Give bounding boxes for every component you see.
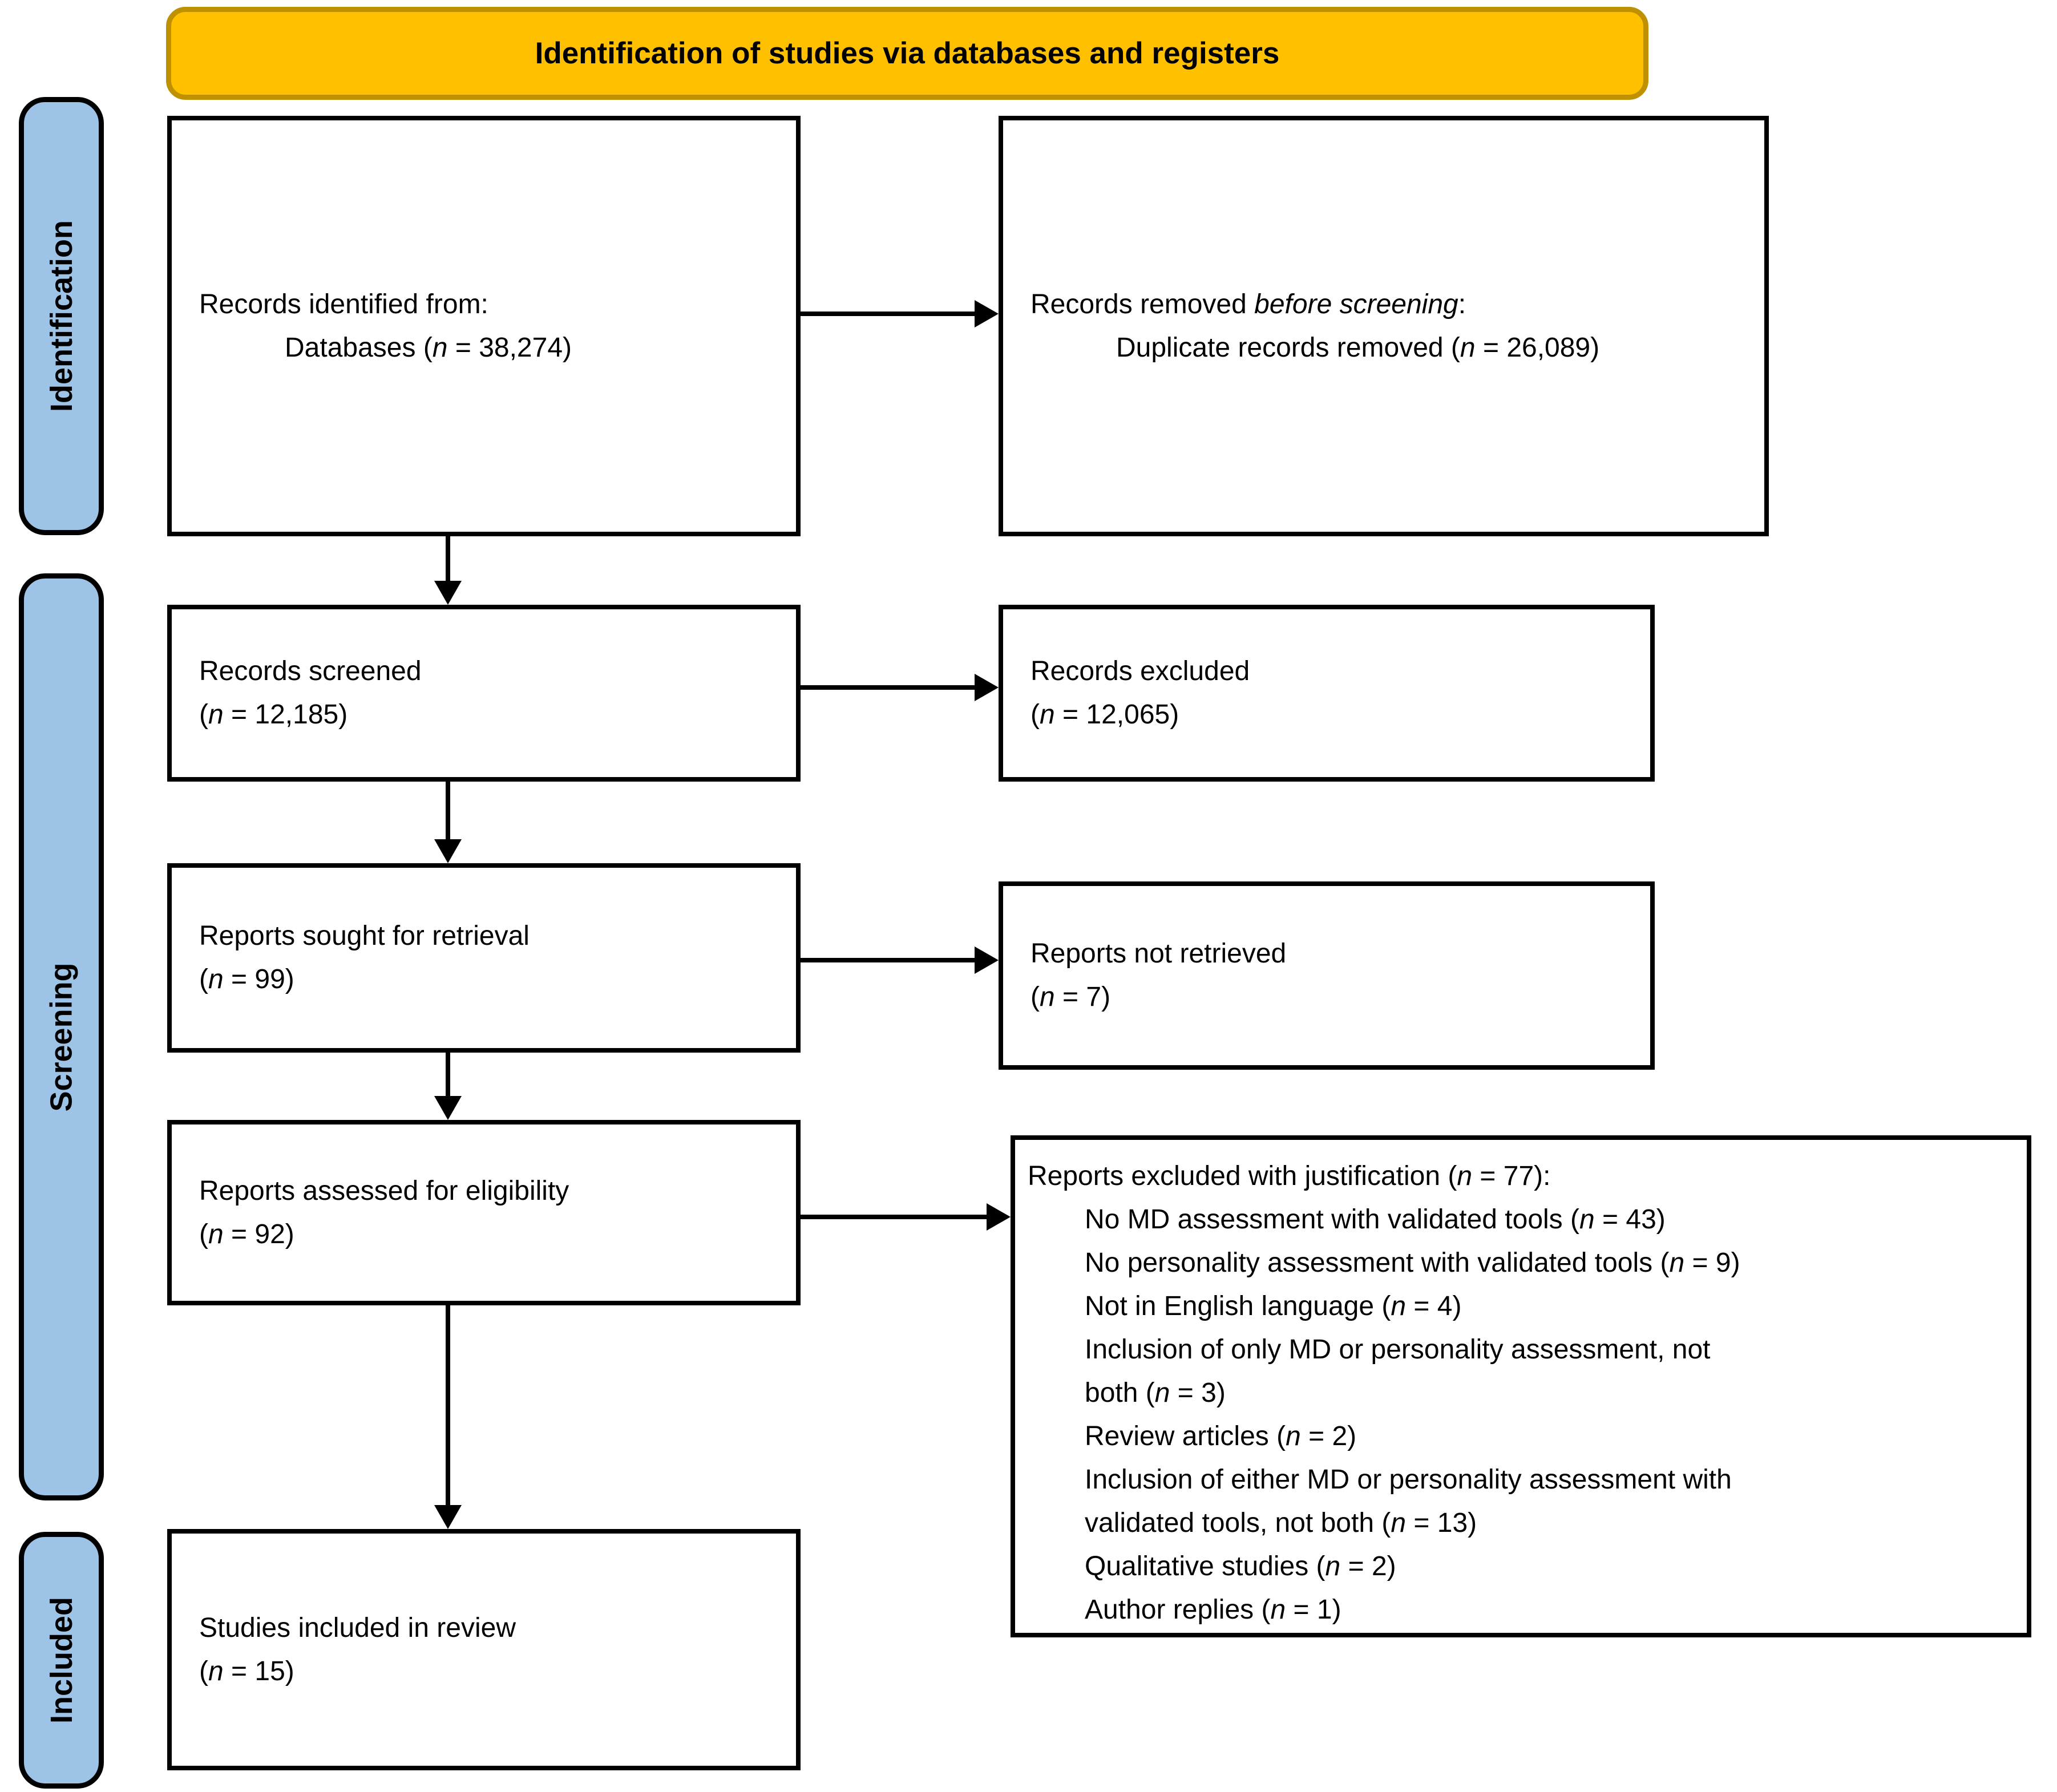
text: = 15) [223, 1656, 294, 1686]
box-records-identified [167, 116, 801, 536]
italic-text: n [208, 1656, 224, 1686]
box-records-excluded [999, 605, 1655, 782]
arrow-assessed-to-included-head [434, 1505, 462, 1529]
arrow-sought-to-notretrieved-shaft [801, 958, 976, 962]
text: = 26,089) [1475, 332, 1600, 363]
box-records-screened [167, 605, 801, 782]
text: = 43) [1594, 1204, 1666, 1235]
text: Duplicate records removed ( [1116, 332, 1460, 363]
text: : [1458, 289, 1466, 319]
phase-label-screening [19, 573, 104, 1500]
text: Inclusion of either MD or personality assessment with [1085, 1465, 1732, 1495]
phase-label-text: Screening [44, 962, 79, 1112]
text-line [1030, 976, 1639, 1019]
text: ( [1030, 982, 1040, 1012]
italic-text: n [1669, 1248, 1685, 1278]
text: = 12,185) [223, 699, 348, 730]
text: Author replies ( [1085, 1595, 1271, 1625]
text: = 77): [1472, 1161, 1551, 1191]
text: = 1) [1286, 1595, 1341, 1625]
arrow-identified-to-removed-head [975, 300, 999, 327]
text: No personality assessment with validated tools ( [1085, 1248, 1670, 1278]
italic-text: n [1460, 332, 1476, 363]
text: Records removed [1030, 289, 1255, 319]
text: = 38,274) [447, 332, 572, 363]
arrow-sought-to-notretrieved-head [975, 946, 999, 974]
box-reports-assessed [167, 1120, 801, 1305]
phase-label-text: Included [44, 1596, 79, 1724]
text-line [1028, 1415, 2015, 1458]
text: Review articles ( [1085, 1421, 1286, 1451]
text: Records identified from: [199, 289, 488, 319]
text: No MD assessment with validated tools ( [1085, 1204, 1579, 1235]
box-reports-not-retrieved [999, 881, 1655, 1070]
italic-text: n [1579, 1204, 1595, 1235]
text: Databases ( [285, 332, 433, 363]
text: Qualitative studies ( [1085, 1551, 1325, 1581]
text-line [1028, 1502, 2015, 1545]
text: = 92) [223, 1219, 294, 1249]
italic-text: n [1154, 1378, 1170, 1408]
phase-label-text: Identification [44, 220, 79, 412]
arrow-screened-to-sought-head [434, 839, 462, 863]
header-banner [166, 7, 1648, 100]
text: = 9) [1684, 1248, 1740, 1278]
text: = 4) [1406, 1291, 1462, 1321]
text-line [1028, 1241, 2015, 1285]
text-line [199, 1650, 785, 1693]
phase-label-identification [19, 97, 104, 535]
text-line [199, 915, 785, 958]
arrow-screened-to-sought-shaft [446, 782, 450, 842]
italic-text: n [1286, 1421, 1301, 1451]
italic-text: n [1391, 1508, 1407, 1538]
text-line [199, 650, 785, 693]
text-line [1030, 650, 1639, 693]
text-line [1028, 1285, 2015, 1328]
text-line [199, 1170, 785, 1213]
text: Reports not retrieved [1030, 939, 1287, 969]
text-line [199, 326, 785, 370]
italic-text: n [1039, 699, 1055, 730]
italic-text: before screening [1254, 289, 1458, 319]
text-line [1028, 1155, 2015, 1198]
text: = 12,065) [1054, 699, 1179, 730]
text: = 7) [1054, 982, 1111, 1012]
arrow-identified-to-screened-shaft [446, 536, 450, 583]
text-line [1030, 283, 1753, 326]
text: = 3) [1170, 1378, 1226, 1408]
text-line [199, 693, 785, 737]
text: ( [199, 1656, 208, 1686]
text-line [199, 1607, 785, 1650]
arrow-assessed-to-justification-head [987, 1203, 1011, 1231]
header-title: Identification of studies via databases and registers [535, 37, 1280, 70]
box-studies-included [167, 1529, 801, 1770]
text: = 2) [1300, 1421, 1357, 1451]
text: both ( [1085, 1378, 1155, 1408]
text: Inclusion of only MD or personality assessment, not [1085, 1334, 1711, 1365]
italic-text: n [208, 964, 224, 994]
arrow-assessed-to-justification-shaft [801, 1215, 988, 1219]
box-records-removed [999, 116, 1769, 536]
text-line [1028, 1458, 2015, 1502]
arrow-sought-to-assessed-head [434, 1096, 462, 1120]
text: ( [199, 699, 208, 730]
text-line [1030, 932, 1639, 976]
italic-text: n [1325, 1551, 1341, 1581]
italic-text: n [208, 699, 224, 730]
italic-text: n [1457, 1161, 1473, 1191]
text: Reports sought for retrieval [199, 921, 530, 951]
text: Not in English language ( [1085, 1291, 1391, 1321]
text: ( [1030, 699, 1040, 730]
arrow-sought-to-assessed-shaft [446, 1053, 450, 1098]
text: Reports excluded with justification ( [1028, 1161, 1457, 1191]
text-line [199, 283, 785, 326]
phase-label-included [19, 1532, 104, 1789]
box-reports-excluded-justification [1011, 1135, 2031, 1637]
text: validated tools, not both ( [1085, 1508, 1391, 1538]
text-line [1028, 1328, 2015, 1372]
text-line [199, 958, 785, 1001]
italic-text: n [1270, 1595, 1286, 1625]
text: Records excluded [1030, 656, 1250, 686]
text: Records screened [199, 656, 422, 686]
arrow-identified-to-screened-head [434, 581, 462, 605]
arrow-screened-to-excluded-shaft [801, 685, 976, 690]
arrow-screened-to-excluded-head [975, 674, 999, 701]
arrow-assessed-to-included-shaft [446, 1305, 450, 1507]
italic-text: n [1391, 1291, 1407, 1321]
text: = 2) [1340, 1551, 1396, 1581]
text: = 99) [223, 964, 294, 994]
text: = 13) [1406, 1508, 1477, 1538]
box-reports-sought [167, 863, 801, 1053]
text-line [1028, 1198, 2015, 1241]
text-line [199, 1213, 785, 1256]
italic-text: n [208, 1219, 224, 1249]
text: Reports assessed for eligibility [199, 1175, 569, 1206]
text-line [1028, 1545, 2015, 1588]
text: Studies included in review [199, 1612, 516, 1643]
arrow-identified-to-removed-shaft [801, 312, 976, 316]
italic-text: n [432, 332, 448, 363]
text-line [1028, 1372, 2015, 1415]
text-line [1028, 1588, 2015, 1632]
italic-text: n [1039, 982, 1055, 1012]
text: ( [199, 964, 208, 994]
text-line [1030, 693, 1639, 737]
text-line [1030, 326, 1753, 370]
text: ( [199, 1219, 208, 1249]
